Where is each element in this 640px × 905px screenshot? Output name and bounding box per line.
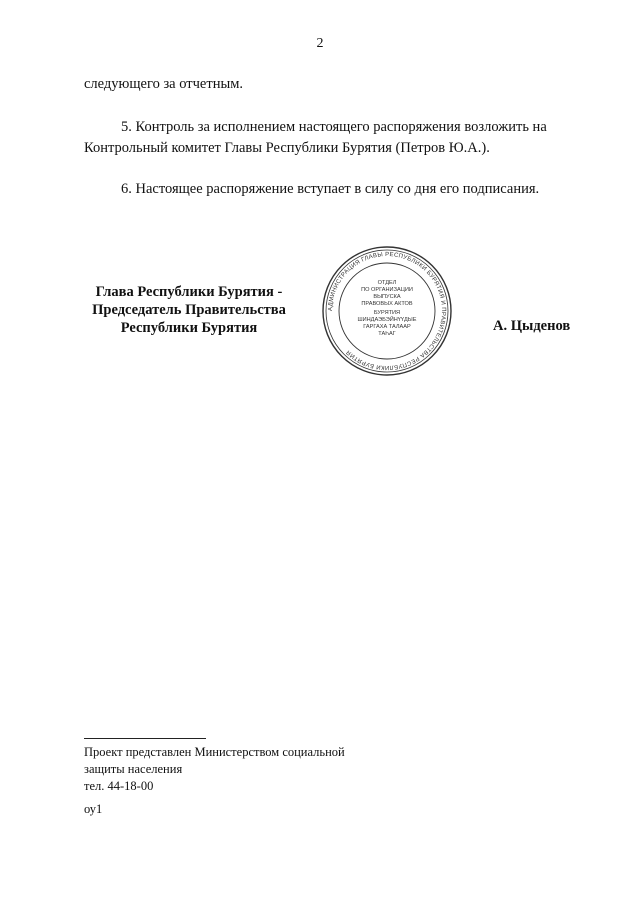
item-6: 6. Настоящее распоряжение вступает в силу со дня его подписания. bbox=[121, 181, 540, 197]
seal-ring-text: АДМИНИСТРАЦИЯ ГЛАВЫ РЕСПУБЛИКИ БУРЯТИЯ И ПРАВИТЕЛЬСТВА РЕСПУБЛИКИ БУРЯТИЯ bbox=[327, 251, 447, 371]
signature-title bbox=[82, 283, 296, 337]
footer-divider bbox=[84, 738, 206, 739]
seal-center-line: ВЫПУСКА bbox=[373, 294, 401, 300]
footer-phone: тел. 44-18-00 bbox=[84, 779, 154, 793]
signature-title-line-1: Глава Республики Бурятия - bbox=[95, 284, 283, 300]
item-5-line-2: Контрольный комитет Главы Республики Бурятия (Петров Ю.А.). bbox=[84, 140, 490, 156]
footer-code: оу1 bbox=[84, 802, 103, 816]
seal-center-line: ТАҺАГ bbox=[378, 331, 396, 337]
signatory-name: А. Цыденов bbox=[493, 318, 571, 334]
seal-center-line: ПО ОРГАНИЗАЦИИ bbox=[361, 287, 413, 293]
footer-line-2: защиты населения bbox=[84, 762, 183, 776]
seal-center-line: ГАРГАХА ТАЛААР bbox=[363, 324, 411, 330]
item-5-line-1: 5. Контроль за исполнением настоящего распоряжения возложить на bbox=[121, 119, 547, 135]
signature-title-line-2: Председатель Правительства bbox=[92, 302, 286, 318]
footer-line-1: Проект представлен Министерством социальной bbox=[84, 745, 345, 759]
seal-center-line: ПРАВОВЫХ АКТОВ bbox=[361, 301, 413, 307]
seal-center-line: ОТДЕЛ bbox=[377, 280, 397, 286]
body-line-continuation: следующего за отчетным. bbox=[84, 76, 243, 92]
signature-title-line-3: Республики Бурятия bbox=[120, 320, 258, 336]
seal-center-line: БУРЯТИЯ bbox=[373, 310, 401, 316]
official-seal bbox=[320, 244, 454, 378]
seal-center-line: ШИНДАЭБЭЙНҮҮДЫЕ bbox=[357, 317, 417, 323]
page-number: 2 bbox=[316, 36, 324, 51]
